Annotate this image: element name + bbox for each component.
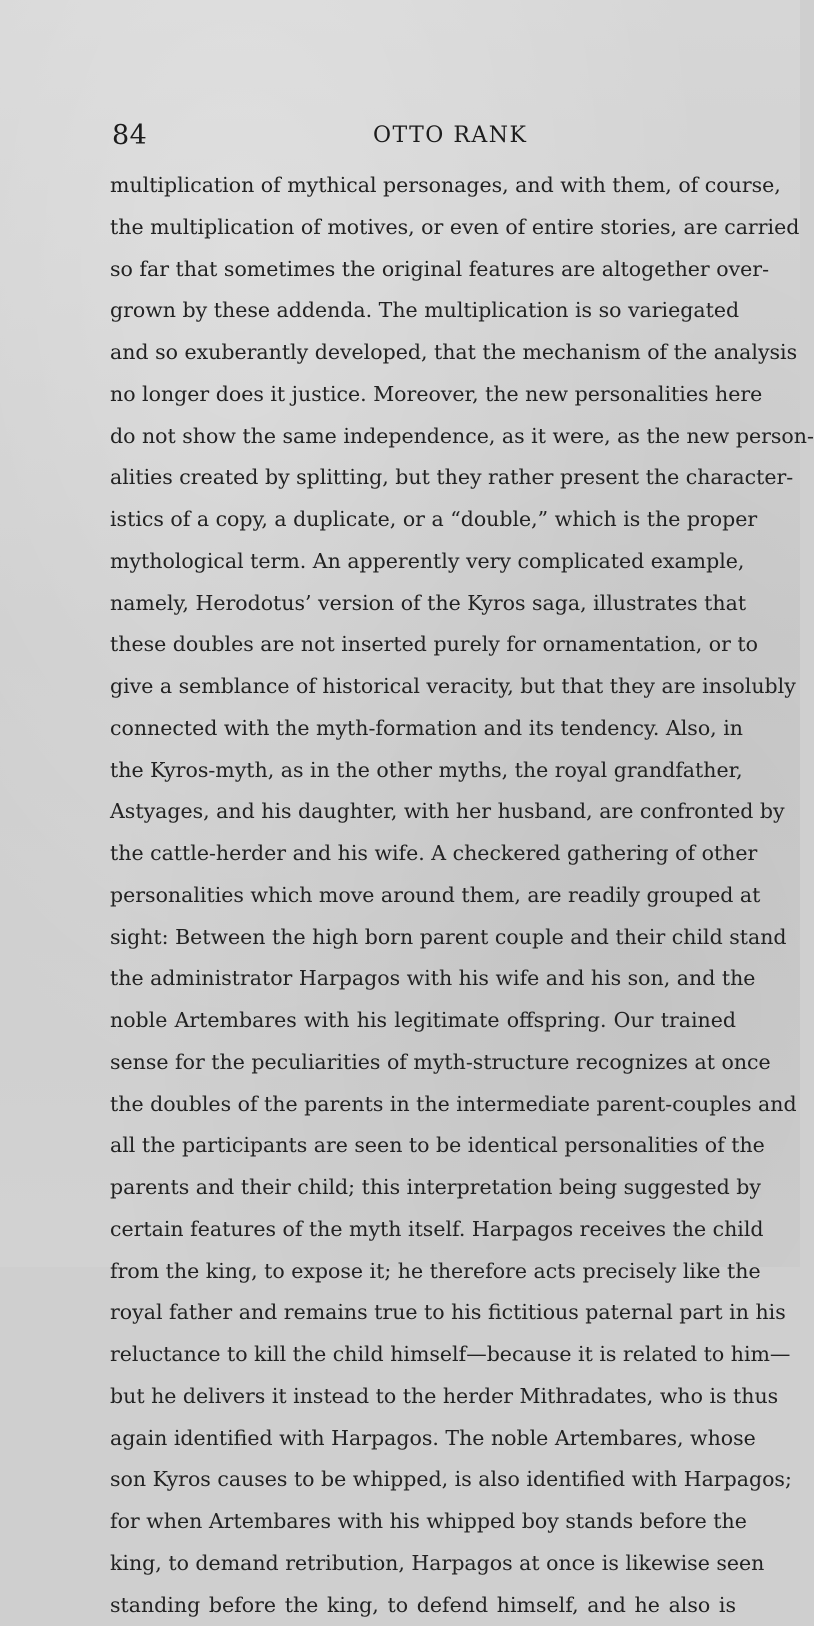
text-line: the Kyros-myth, as in the other myths, the royal grandfather, xyxy=(110,750,736,792)
text-line: the cattle-herder and his wife. A checkered gathering of other xyxy=(110,833,736,875)
text-line: namely, Herodotus’ version of the Kyros saga, illustrates that xyxy=(110,583,736,625)
text-line: for when Artembares with his whipped boy stands before the xyxy=(110,1501,736,1543)
text-line: so far that sometimes the original features are altogether over- xyxy=(110,249,736,291)
text-line: these doubles are not inserted purely for ornamentation, or to xyxy=(110,624,736,666)
text-line: from the king, to expose it; he therefore acts precisely like the xyxy=(110,1251,736,1293)
text-line: sense for the peculiarities of myth-structure recognizes at once xyxy=(110,1042,736,1084)
text-line: mythological term. An apperently very complicated example, xyxy=(110,541,736,583)
text-line: royal father and remains true to his fictitious paternal part in his xyxy=(110,1292,736,1334)
text-line: reluctance to kill the child himself—because it is related to him— xyxy=(110,1334,736,1376)
text-line: sight: Between the high born parent couple and their child stand xyxy=(110,917,736,959)
text-line: certain features of the myth itself. Harpagos receives the child xyxy=(110,1209,736,1251)
text-line: all the participants are seen to be identical personalities of the xyxy=(110,1125,736,1167)
text-line: parents and their child; this interpretation being suggested by xyxy=(110,1167,736,1209)
text-line: give a semblance of historical veracity, but that they are insolubly xyxy=(110,666,736,708)
text-line: and so exuberantly developed, that the mechanism of the analysis xyxy=(110,332,736,374)
text-line: again identified with Harpagos. The noble Artembares, whose xyxy=(110,1418,736,1460)
body-text xyxy=(110,165,736,1626)
text-line: do not show the same independence, as it were, as the new person- xyxy=(110,416,736,458)
text-line: king, to demand retribution, Harpagos at once is likewise seen xyxy=(110,1543,736,1585)
text-line: connected with the myth-formation and its tendency. Also, in xyxy=(110,708,736,750)
text-line: son Kyros causes to be whipped, is also identified with Harpagos; xyxy=(110,1459,736,1501)
text-line: grown by these addenda. The multiplication is so variegated xyxy=(110,290,736,332)
text-line: istics of a copy, a duplicate, or a “double,” which is the proper xyxy=(110,499,736,541)
text-line: the multiplication of motives, or even of entire stories, are carried xyxy=(110,207,736,249)
text-line: multiplication of mythical personages, and with them, of course, xyxy=(110,165,736,207)
page-header xyxy=(0,120,800,160)
text-line: the administrator Harpagos with his wife and his son, and the xyxy=(110,958,736,1000)
page-number: 84 xyxy=(112,120,147,151)
text-line: personalities which move around them, are readily grouped at xyxy=(110,875,736,917)
text-line: the doubles of the parents in the intermediate parent-couples and xyxy=(110,1084,736,1126)
text-line: Astyages, and his daughter, with her husband, are confronted by xyxy=(110,791,736,833)
text-line: no longer does it justice. Moreover, the new personalities here xyxy=(110,374,736,416)
text-line: but he delivers it instead to the herder Mithradates, who is thus xyxy=(110,1376,736,1418)
text-line: alities created by splitting, but they rather present the character- xyxy=(110,457,736,499)
running-head: OTTO RANK xyxy=(373,123,527,148)
text-line: noble Artembares with his legitimate offspring. Our trained xyxy=(110,1000,736,1042)
text-line: standing before the king, to defend himself, and he also is xyxy=(110,1585,736,1626)
